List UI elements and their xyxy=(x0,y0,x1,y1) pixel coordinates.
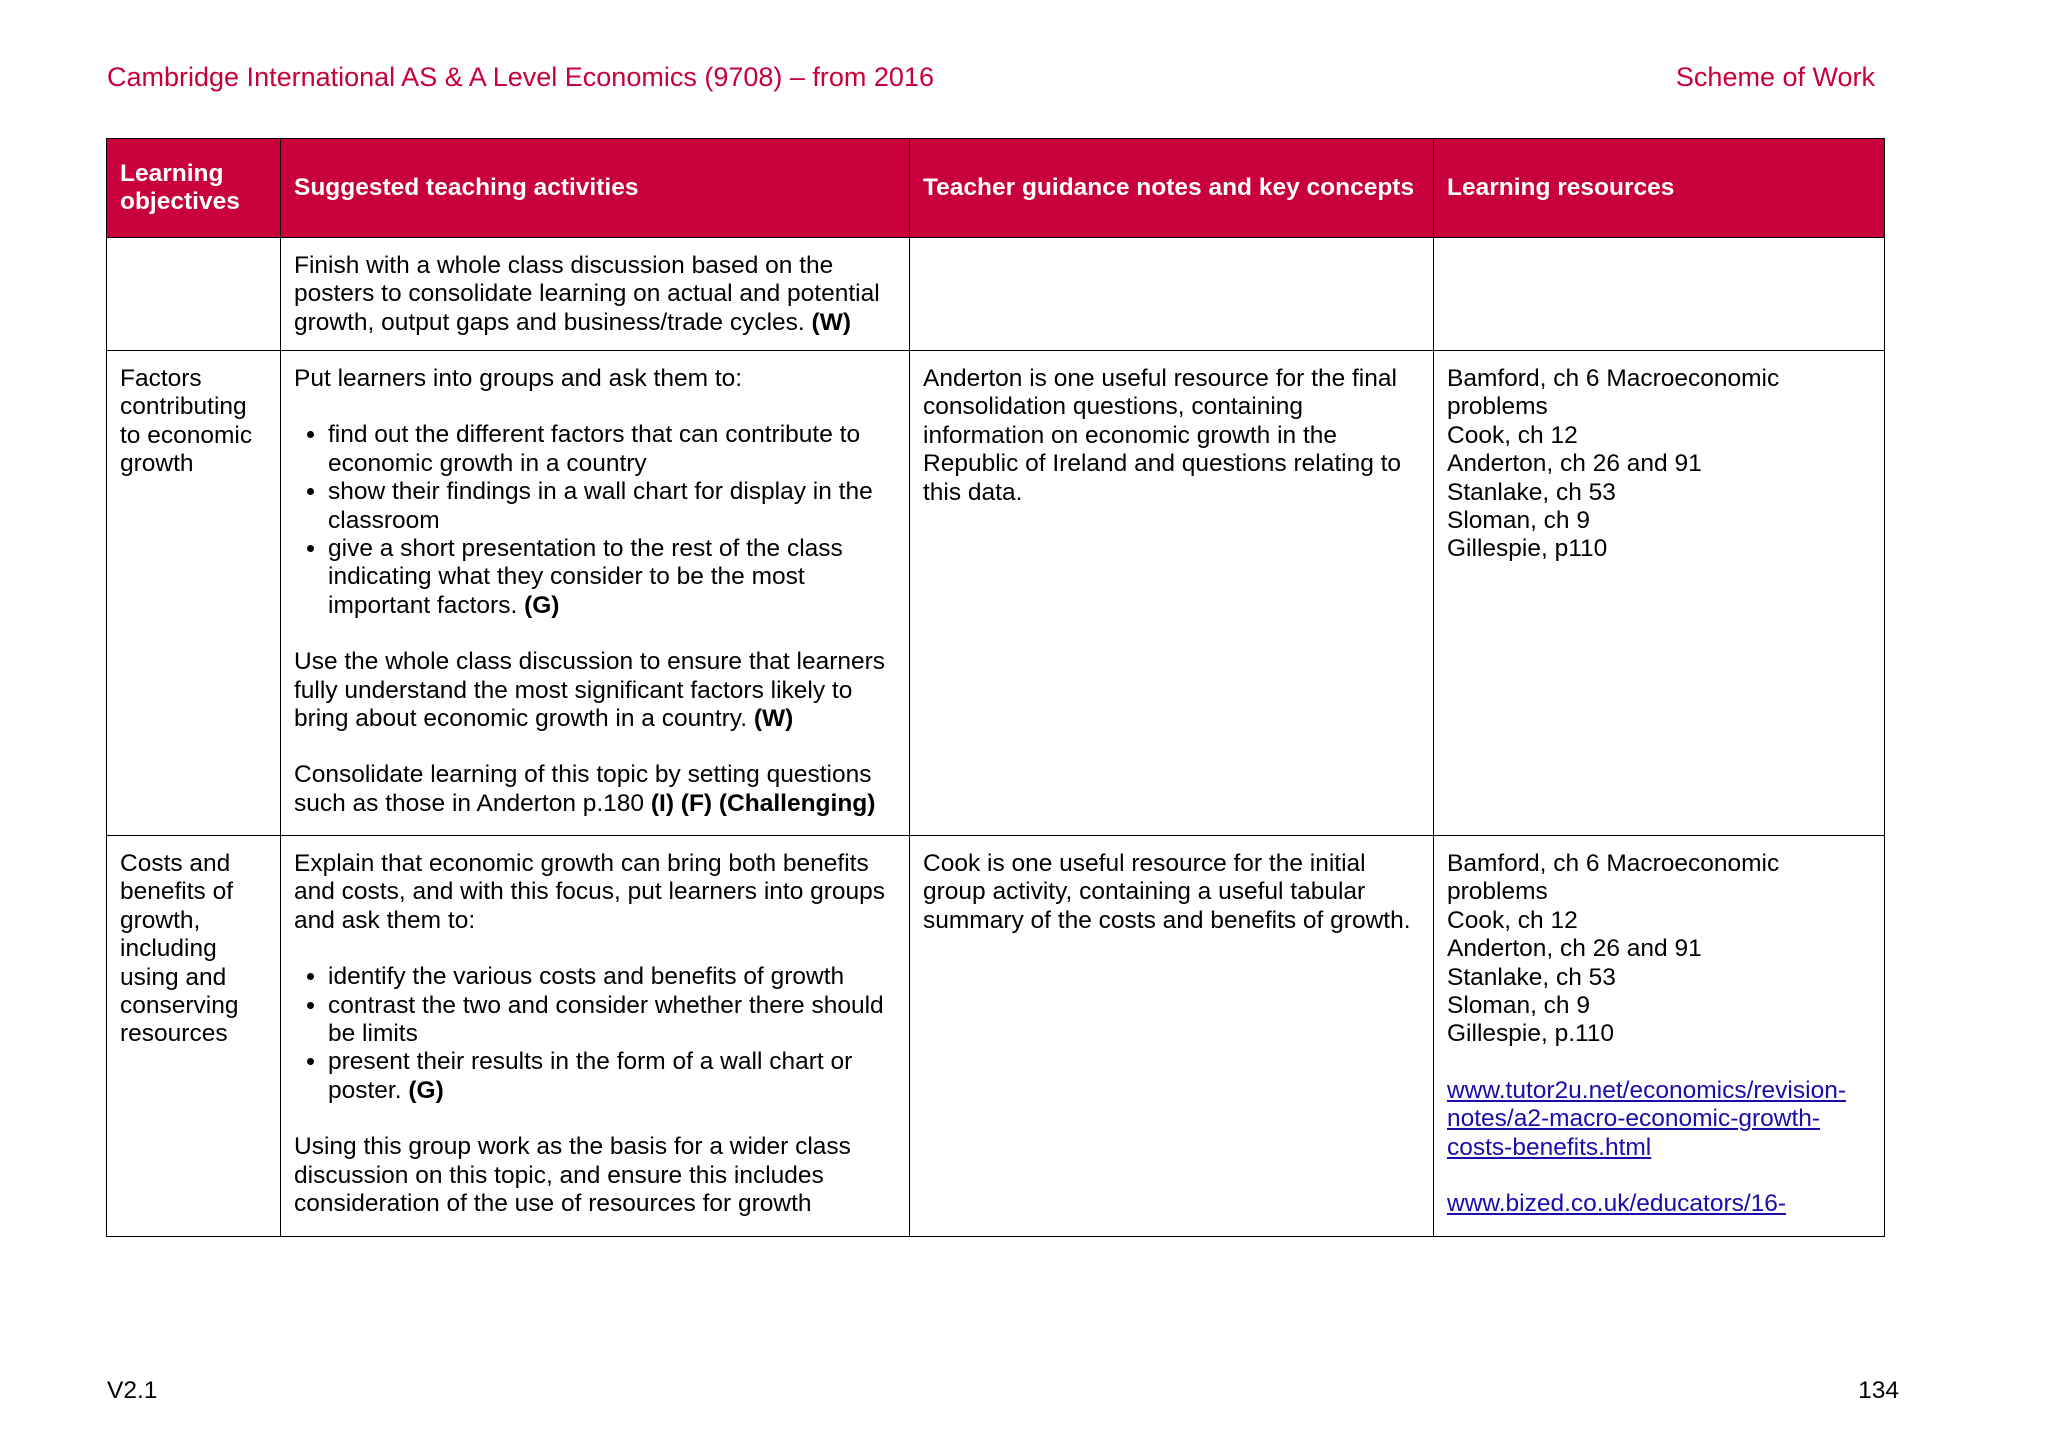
column-header-learning-resources: Learning resources xyxy=(1434,139,1885,238)
resources-cell xyxy=(1434,351,1885,836)
list-item-text: present their results in the form of a wall chart or poster. xyxy=(328,1048,853,1104)
resource-item: Gillespie, p.110 xyxy=(1447,1020,1615,1048)
bized-link[interactable]: www.bized.co.uk/educators/16- xyxy=(1447,1190,1787,1218)
link-text: notes/a2-macro-economic-growth- xyxy=(1447,1105,1821,1133)
guidance-cell xyxy=(910,238,1434,351)
table-header-row xyxy=(107,139,1885,238)
page-number: 134 xyxy=(1858,1377,1899,1404)
list-item: • find out the different factors that can contribute to economic growth in a country xyxy=(328,421,896,478)
activity-paragraph: Using this group work as the basis for a wider class discussion on this topic, and ensure this includes consideration of the use of resources for growth xyxy=(294,1133,851,1218)
guidance-text: Anderton is one useful resource for the final consolidation questions, containing information on economic growth in the Republic of Ireland and questions relating to this data. xyxy=(923,365,1402,506)
scheme-of-work-table xyxy=(106,138,1885,1237)
activity-bullet-list xyxy=(294,963,896,1105)
guidance-cell xyxy=(910,351,1434,836)
paragraph-text: Use the whole class discussion to ensure that learners fully understand the most significant factors likely to bring about economic growth in a country. xyxy=(294,648,886,733)
resource-item: problems xyxy=(1447,393,1548,421)
activity-intro: Explain that economic growth can bring both benefits and costs, and with this focus, put learners into groups and ask them to: xyxy=(294,850,886,934)
table-row xyxy=(107,836,1885,1237)
activity-text: Finish with a whole class discussion based on the posters to consolidate learning on actual and potential growth, output gaps and business/trade cycles. xyxy=(294,252,880,336)
list-item: • show their findings in a wall chart for display in the classroom xyxy=(328,478,896,535)
activity-cell xyxy=(281,238,910,351)
link-text: www.tutor2u.net/economics/revision- xyxy=(1447,1076,1846,1104)
objective-text: Costs and benefits of growth, including using and conserving resources xyxy=(120,850,239,1048)
objective-cell xyxy=(107,836,281,1237)
resource-item: Anderton, ch 26 and 91 xyxy=(1447,935,1702,963)
resource-item: Stanlake, ch 53 xyxy=(1447,478,1616,506)
resource-list xyxy=(1447,365,1871,564)
tutor2u-link[interactable] xyxy=(1447,1077,1846,1161)
activity-intro: Put learners into groups and ask them to: xyxy=(294,365,743,392)
table-row xyxy=(107,351,1885,836)
document-section: Scheme of Work xyxy=(1675,62,1875,92)
list-item: • contrast the two and consider whether there should be limits xyxy=(328,992,896,1049)
activity-paragraph xyxy=(294,648,896,733)
column-header-guidance-notes: Teacher guidance notes and key concepts xyxy=(910,139,1434,238)
table-row xyxy=(107,238,1885,351)
link-text: costs-benefits.html xyxy=(1447,1133,1652,1161)
objective-cell xyxy=(107,351,281,836)
activity-tag: (G) xyxy=(408,1076,444,1104)
resource-item: Sloman, ch 9 xyxy=(1447,507,1590,535)
resource-item: Anderton, ch 26 and 91 xyxy=(1447,450,1702,478)
activity-cell xyxy=(281,351,910,836)
resource-list xyxy=(1447,850,1871,1049)
list-item-text: give a short presentation to the rest of the class indicating what they consider to be the most important factors. xyxy=(328,535,843,619)
paragraph-text: Consolidate learning of this topic by setting questions such as those in Anderton p.180 xyxy=(294,761,872,817)
activity-tag: (G) xyxy=(524,591,560,619)
document-title: Cambridge International AS & A Level Economics (9708) – from 2016 xyxy=(107,62,934,92)
resource-item: Bamford, ch 6 Macroeconomic xyxy=(1447,850,1780,877)
guidance-cell xyxy=(910,836,1434,1237)
resource-item: Cook, ch 12 xyxy=(1447,421,1578,449)
resource-item: Bamford, ch 6 Macroeconomic xyxy=(1447,365,1780,392)
activity-tag: (I) (F) (Challenging) xyxy=(650,789,876,817)
column-header-teaching-activities: Suggested teaching activities xyxy=(281,139,910,238)
activity-paragraph xyxy=(294,761,896,818)
tutor2u-link-block xyxy=(1447,1077,1871,1162)
objective-cell xyxy=(107,238,281,351)
resource-item: Cook, ch 12 xyxy=(1447,906,1578,934)
resource-item: Sloman, ch 9 xyxy=(1447,992,1590,1020)
resource-item: problems xyxy=(1447,878,1548,906)
version-label: V2.1 xyxy=(107,1377,158,1404)
list-item xyxy=(328,535,896,620)
list-item: • identify the various costs and benefits of growth xyxy=(328,963,896,991)
column-header-learning-objectives: Learning objectives xyxy=(107,139,281,238)
resources-cell xyxy=(1434,238,1885,351)
resources-cell xyxy=(1434,836,1885,1237)
list-item xyxy=(328,1048,896,1105)
resource-item: Stanlake, ch 53 xyxy=(1447,963,1616,991)
activity-cell xyxy=(281,836,910,1237)
activity-tag: (W) xyxy=(811,308,851,336)
objective-text: Factors contributing to economic growth xyxy=(120,365,253,478)
activity-tag: (W) xyxy=(753,705,794,733)
resource-item: Gillespie, p110 xyxy=(1447,535,1608,563)
guidance-text: Cook is one useful resource for the initial group activity, containing a useful tabular summary of the costs and benefits of growth. xyxy=(923,850,1411,934)
activity-bullet-list xyxy=(294,421,896,620)
bized-link-block xyxy=(1447,1190,1871,1218)
